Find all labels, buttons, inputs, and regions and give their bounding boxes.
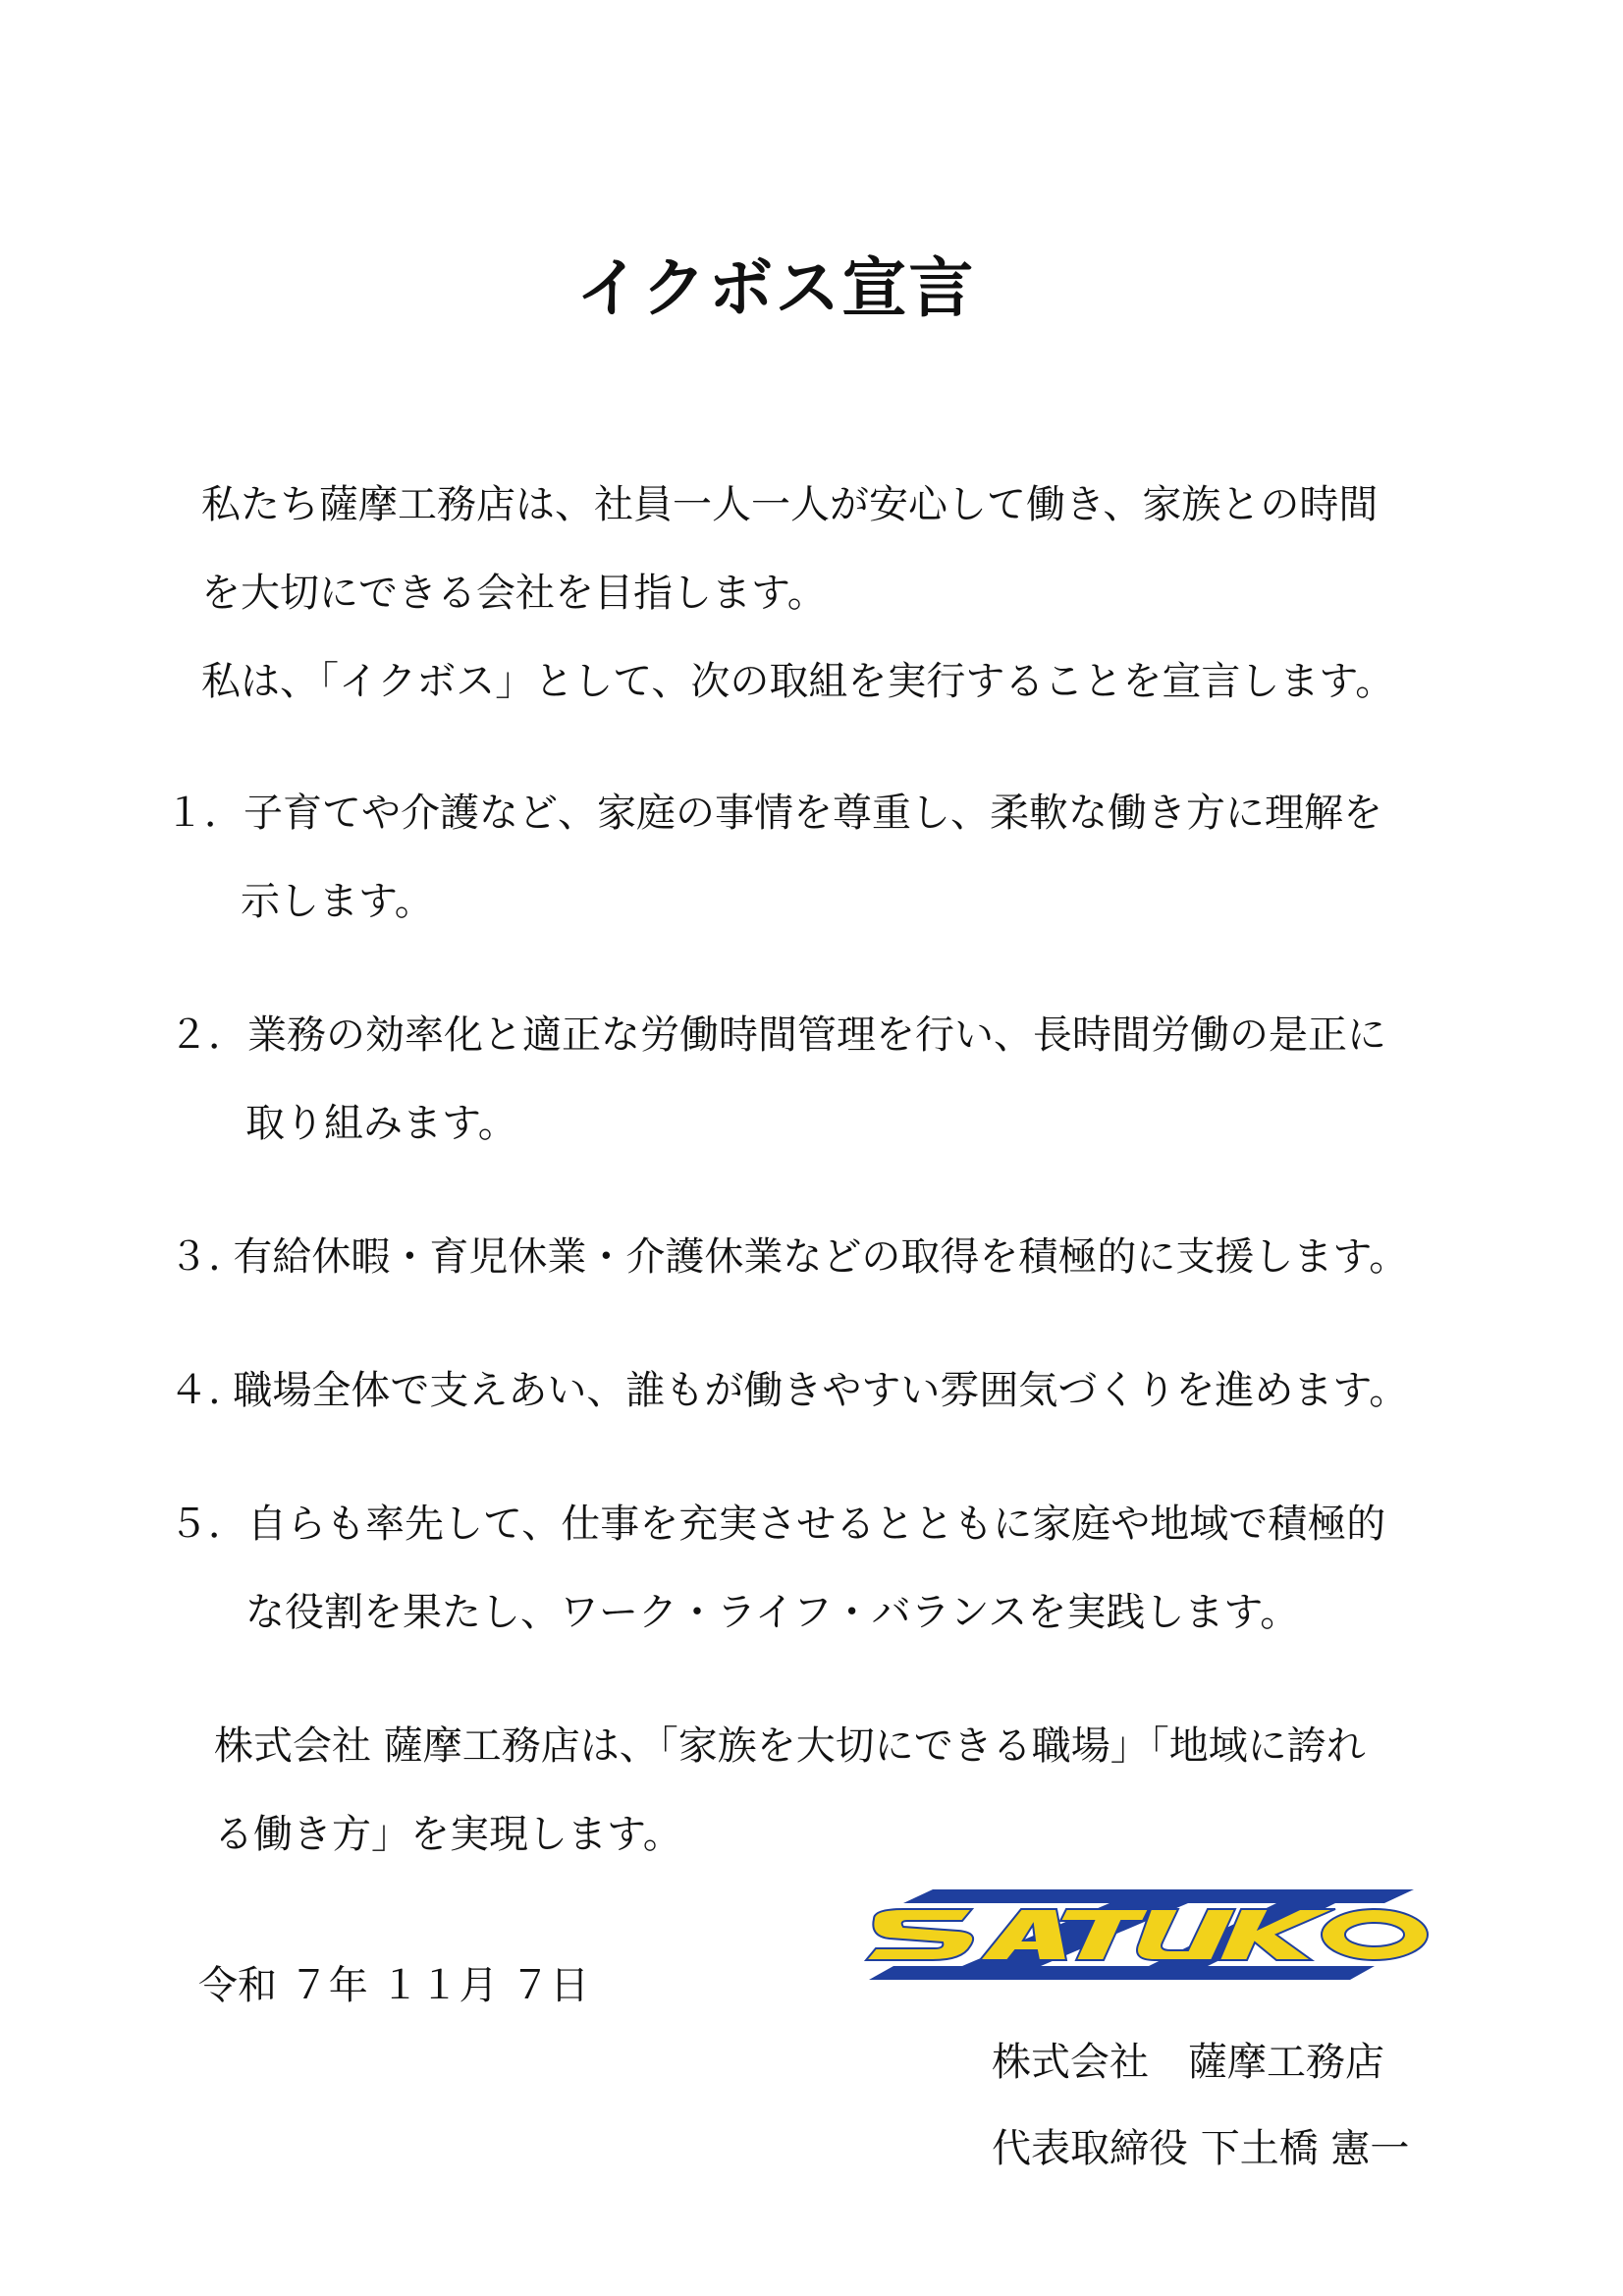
declaration-date: 令和 ７年 １１月 ７日 (198, 1963, 590, 2008)
company-name: 株式会社 薩摩工務店 (992, 2040, 1384, 2085)
item-5-line-2: な役割を果たし、ワーク・ライフ・バランスを実践します。 (245, 1590, 1300, 1635)
item-1-line-2: 示します。 (241, 879, 434, 924)
item-3-line-1: ３. 有給休暇・育児休業・介護休業などの取得を積極的に支援します。 (169, 1234, 1409, 1280)
item-2-line-1: ２．業務の効率化と適正な労働時間管理を行い、長時間労働の是正に (169, 1012, 1386, 1058)
item-4-line-1: ４. 職場全体で支えあい、誰もが働きやすい雰囲気づくりを進めます。 (169, 1368, 1409, 1413)
intro-line-2: を大切にできる会社を目指します。 (201, 571, 827, 616)
representative-name: 代表取締役 下土橋 憲一 (992, 2126, 1410, 2171)
item-1-line-1: １．子育てや介護など、家庭の事情を尊重し、柔軟な働き方に理解を (165, 791, 1382, 836)
page-title: イクボス宣言 (575, 250, 976, 326)
closing-line-1: 株式会社 薩摩工務店は、「家族を大切にできる職場」「地域に誇れ (214, 1723, 1366, 1769)
logo-stripe-1 (903, 1889, 1414, 1903)
item-5-line-1: ５．自らも率先して、仕事を充実させるとともに家庭や地域で積極的 (169, 1502, 1386, 1547)
intro-line-3: 私は、「イクボス」として、次の取組を実行することを宣言します。 (201, 659, 1395, 704)
item-2-line-2: 取り組みます。 (245, 1101, 517, 1146)
logo-stripe-2 (869, 1966, 1375, 1980)
logo-letter-s (866, 1909, 973, 1960)
company-logo (864, 1886, 1434, 1984)
intro-line-1: 私たち薩摩工務店は、社員一人一人が安心して働き、家族との時間 (201, 482, 1379, 527)
closing-line-2: る働き方」を実現します。 (214, 1812, 682, 1857)
